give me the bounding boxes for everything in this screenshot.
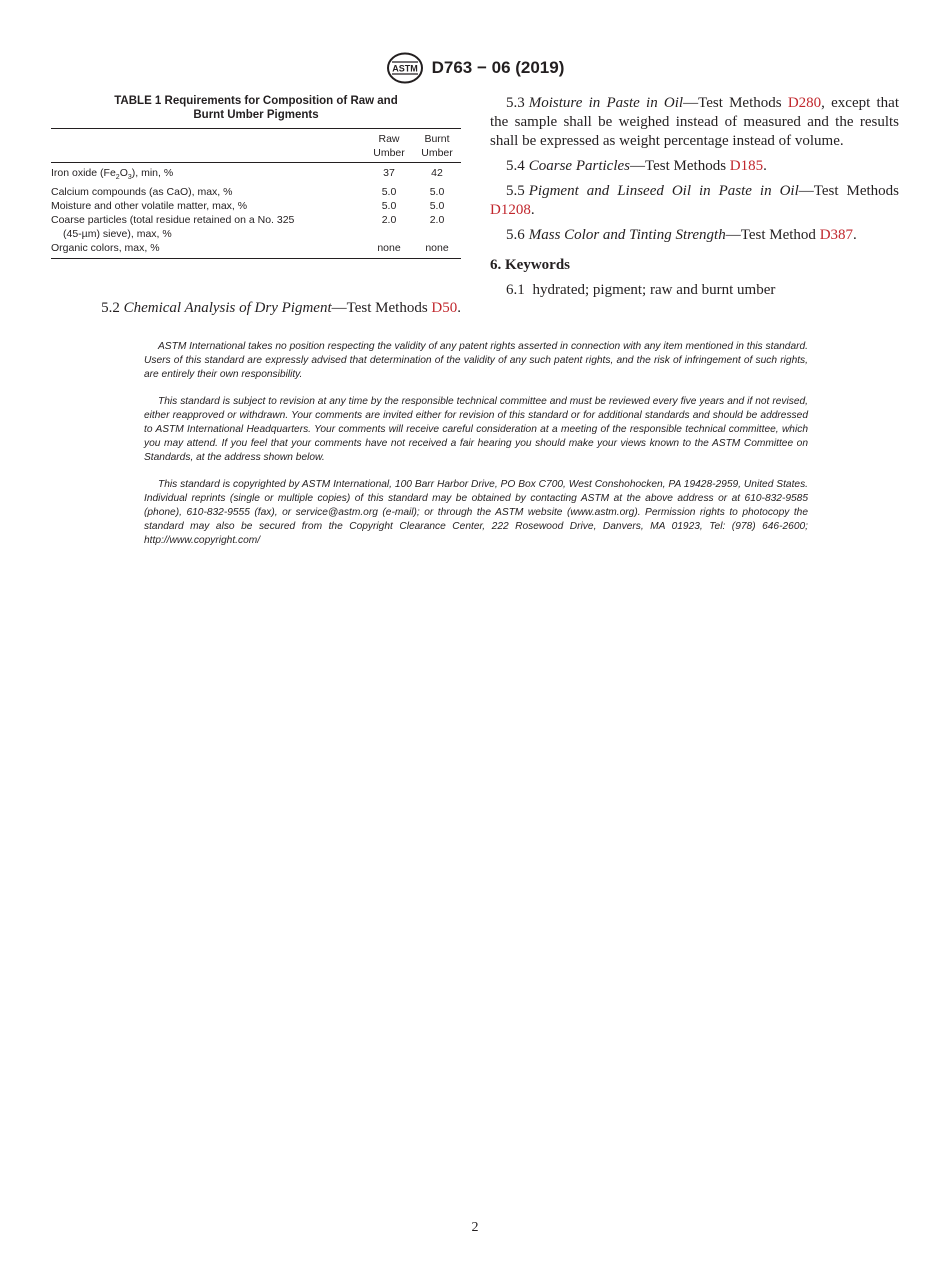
- section-6-heading: 6. Keywords: [490, 257, 570, 273]
- revision-notice: This standard is subject to revision at any time by the responsible technical committee and must be reviewed every five years and if not revised, either reapproved or withdrawn. Your comments are invited either for revision of this standard or for additional standards and should be addressed to ASTM International Headquarters. Your comments will receive careful consideration at a meeting of the responsible technical committee, which you may attend. If you feel that your comments have not received a fair hearing you should make your views known to the ASTM Committee on Standards, at the address shown below.: [144, 396, 808, 463]
- burnt-umber-value: 5.0: [429, 186, 445, 199]
- section-5-5: 5.5 Pigment and Linseed Oil in Paste in Oil—Test Methods D1208.: [490, 183, 899, 218]
- burnt-umber-column-header: Burnt Umber: [413, 129, 461, 163]
- property-cell: Moisture and other volatile matter, max, %: [51, 200, 248, 213]
- section-5-4: 5.4 Coarse Particles—Test Methods D185.: [506, 158, 767, 174]
- page-number: 2: [471, 1220, 479, 1235]
- raw-umber-value: none: [365, 241, 413, 259]
- table-title: TABLE 1 Requirements for Composition of Raw and Burnt Umber Pigments: [114, 95, 398, 121]
- raw-umber-column-header: Raw Umber: [365, 129, 413, 163]
- table-row: [51, 185, 461, 199]
- burnt-umber-value: none: [413, 241, 461, 259]
- link-d50[interactable]: D50: [431, 300, 458, 316]
- document-designation: D763 − 06 (2019): [431, 58, 565, 77]
- page-header: [0, 52, 950, 84]
- section-title: Moisture in Paste in Oil: [528, 95, 684, 111]
- burnt-umber-value: 42: [431, 167, 443, 179]
- section-title: Coarse Particles: [528, 158, 630, 174]
- section-5-2: 5.2 Chemical Analysis of Dry Pigment—Test Methods D50.: [101, 300, 461, 316]
- table-header-row: [51, 129, 461, 163]
- copyright-notice: This standard is copyrighted by ASTM International, 100 Barr Harbor Drive, PO Box C700, West Conshohocken, PA 19428-2959, United States. Individual reprints (single or multiple copies) of this standard may be obtained by contacting ASTM at the above address or at 610-832-9585 (phone), 610-832-9555 (fax), or service@astm.org (e-mail); or through the ASTM website (www.astm.org). Permission rights to photocopy the standard may also be secured from the Copyright Clearance Center, 222 Rosewood Drive, Danvers, MA 01923, Tel: (978) 646-2600; http://www.copyright.com/: [144, 479, 808, 546]
- svg-text:ASTM: ASTM: [391, 63, 418, 74]
- raw-umber-value: 5.0: [381, 186, 397, 199]
- property-cell: Coarse particles (total residue retained on a No. 325 (45-µm) sieve), max, %: [51, 214, 295, 241]
- section-5-3: 5.3 Moisture in Paste in Oil—Test Methods D280, except that the sample shall be weighed instead of measured and the results shall be expressed as weight percentage instead of volume.: [490, 95, 900, 149]
- table-row: [51, 241, 461, 259]
- link-d1208[interactable]: D1208: [490, 202, 531, 218]
- composition-requirements-table: [51, 128, 461, 259]
- property-column-header: [51, 129, 365, 163]
- burnt-umber-value: 2.0: [429, 214, 445, 227]
- table-row: [51, 199, 461, 213]
- property-cell: Organic colors, max, %: [51, 241, 365, 259]
- section-title: Mass Color and Tinting Strength: [528, 227, 726, 243]
- section-title: Pigment and Linseed Oil in Paste in Oil: [528, 183, 799, 199]
- astm-logo-icon: [386, 52, 424, 84]
- astm-notices: [144, 340, 808, 561]
- raw-umber-value: 37: [383, 167, 395, 179]
- right-column: [490, 94, 899, 300]
- property-cell: Calcium compounds (as CaO), max, %: [51, 186, 233, 199]
- link-d280[interactable]: D280: [787, 95, 822, 111]
- patent-notice: ASTM International takes no position respecting the validity of any patent rights asserted in connection with any item mentioned in this standard. Users of this standard are expressly advised that determination of the validity of any such patent rights, and the risk of infringement of such rights, are entirely their own responsibility.: [144, 341, 808, 380]
- table-row: [51, 213, 461, 241]
- burnt-umber-value: 5.0: [429, 200, 445, 213]
- property-cell: Iron oxide $(Fe_2O_3)$, min, %: [51, 167, 174, 182]
- link-d387[interactable]: D387: [819, 227, 854, 243]
- section-title: Chemical Analysis of Dry Pigment: [123, 300, 332, 316]
- link-d185[interactable]: D185: [729, 158, 764, 174]
- left-column: [51, 94, 461, 259]
- table-row: [51, 163, 461, 186]
- raw-umber-value: 2.0: [381, 214, 397, 227]
- section-5-6: 5.6 Mass Color and Tinting Strength—Test Method D387.: [506, 227, 857, 243]
- section-6-1: 6.1 hydrated; pigment; raw and burnt umber: [506, 282, 776, 298]
- raw-umber-value: 5.0: [381, 200, 397, 213]
